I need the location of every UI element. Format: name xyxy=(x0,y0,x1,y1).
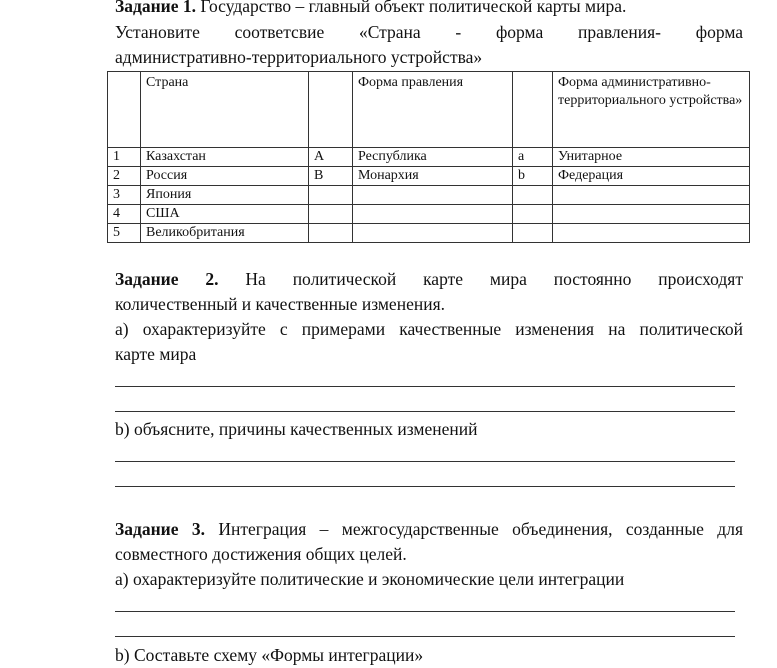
task3-intro-line2: совместного достижения общих целей. xyxy=(115,544,407,564)
gov-form-cell: Монархия xyxy=(353,167,513,186)
adm-letter-cell[interactable] xyxy=(513,186,553,205)
task3-intro-text: Интеграция – межгосударственные объединения, созданные для xyxy=(205,519,743,539)
table-cell xyxy=(513,72,553,148)
gov-letter-cell: В xyxy=(309,167,353,186)
adm-form-cell: Федерация xyxy=(553,167,750,186)
table-cell xyxy=(309,72,353,148)
word: На xyxy=(245,269,266,289)
row-number: 1 xyxy=(108,148,141,167)
header-adm-form: Форма административно-территориального устройства» xyxy=(553,72,750,148)
country-cell: США xyxy=(141,205,309,224)
adm-letter-cell[interactable] xyxy=(513,205,553,224)
gov-form-cell: Республика xyxy=(353,148,513,167)
country-cell: Великобритания xyxy=(141,224,309,243)
task3-part-a: а) охарактеризуйте политические и экономические цели интеграции xyxy=(115,569,625,589)
word: форма xyxy=(695,22,744,42)
task3-heading: Задание 3. xyxy=(115,519,206,539)
task1-title xyxy=(115,0,626,18)
answer-line[interactable] xyxy=(115,461,735,462)
gov-letter-cell[interactable] xyxy=(309,186,353,205)
gov-letter-cell[interactable] xyxy=(309,205,353,224)
word: форма xyxy=(495,22,544,42)
table-row xyxy=(108,167,750,186)
adm-letter-cell: b xyxy=(513,167,553,186)
task1-instruction-line2: административно-территориального устройства» xyxy=(115,47,483,67)
answer-line[interactable] xyxy=(115,636,735,637)
row-number: 3 xyxy=(108,186,141,205)
task3-part-b: b) Составьте схему «Формы интеграции» xyxy=(115,645,424,665)
country-cell: Россия xyxy=(141,167,309,186)
word: происходят xyxy=(658,269,743,289)
word: Установите xyxy=(115,22,200,42)
header-gov-form: Форма правления xyxy=(353,72,513,148)
gov-letter-cell[interactable] xyxy=(309,224,353,243)
row-number: 5 xyxy=(108,224,141,243)
answer-line[interactable] xyxy=(115,386,735,387)
task2-intro-line1 xyxy=(115,267,743,292)
gov-letter-cell: А xyxy=(309,148,353,167)
task2-intro-line2: количественный и качественные изменения. xyxy=(115,294,445,314)
task2-part-a-line1: а) охарактеризуйте с примерами качественные изменения на политической xyxy=(115,319,743,339)
word: правления- xyxy=(577,22,662,42)
header-country: Страна xyxy=(141,72,309,148)
word: политической xyxy=(292,269,397,289)
word: - xyxy=(455,22,462,42)
row-number: 4 xyxy=(108,205,141,224)
adm-form-cell[interactable] xyxy=(553,224,750,243)
word: постоянно xyxy=(553,269,632,289)
task1-heading: Задание 1. xyxy=(115,0,197,16)
answer-line[interactable] xyxy=(115,611,735,612)
gov-form-cell[interactable] xyxy=(353,205,513,224)
row-number: 2 xyxy=(108,167,141,186)
task2-part-b: b) объясните, причины качественных изменений xyxy=(115,419,478,439)
gov-form-cell[interactable] xyxy=(353,224,513,243)
country-cell: Япония xyxy=(141,186,309,205)
table-cell xyxy=(108,72,141,148)
task1-instruction-line1 xyxy=(115,20,743,45)
country-cell: Казахстан xyxy=(141,148,309,167)
task3-intro-line1 xyxy=(115,517,743,542)
word: мира xyxy=(489,269,527,289)
answer-line[interactable] xyxy=(115,486,735,487)
gov-form-cell[interactable] xyxy=(353,186,513,205)
table-header-row xyxy=(108,72,750,148)
task1-title-text: Государство – главный объект политической карты мира. xyxy=(196,0,627,16)
word: карте xyxy=(423,269,464,289)
answer-line[interactable] xyxy=(115,411,735,412)
task2-part-a-line2: карте мира xyxy=(115,344,197,364)
table-row xyxy=(108,205,750,224)
word: соответсвие xyxy=(234,22,325,42)
table-row xyxy=(108,224,750,243)
matching-table xyxy=(107,71,750,243)
table-row xyxy=(108,148,750,167)
word: «Страна xyxy=(358,22,421,42)
table-row xyxy=(108,186,750,205)
adm-form-cell[interactable] xyxy=(553,186,750,205)
adm-letter-cell: a xyxy=(513,148,553,167)
adm-form-cell[interactable] xyxy=(553,205,750,224)
adm-form-cell: Унитарное xyxy=(553,148,750,167)
adm-letter-cell[interactable] xyxy=(513,224,553,243)
task2-heading: Задание 2. xyxy=(115,269,219,289)
